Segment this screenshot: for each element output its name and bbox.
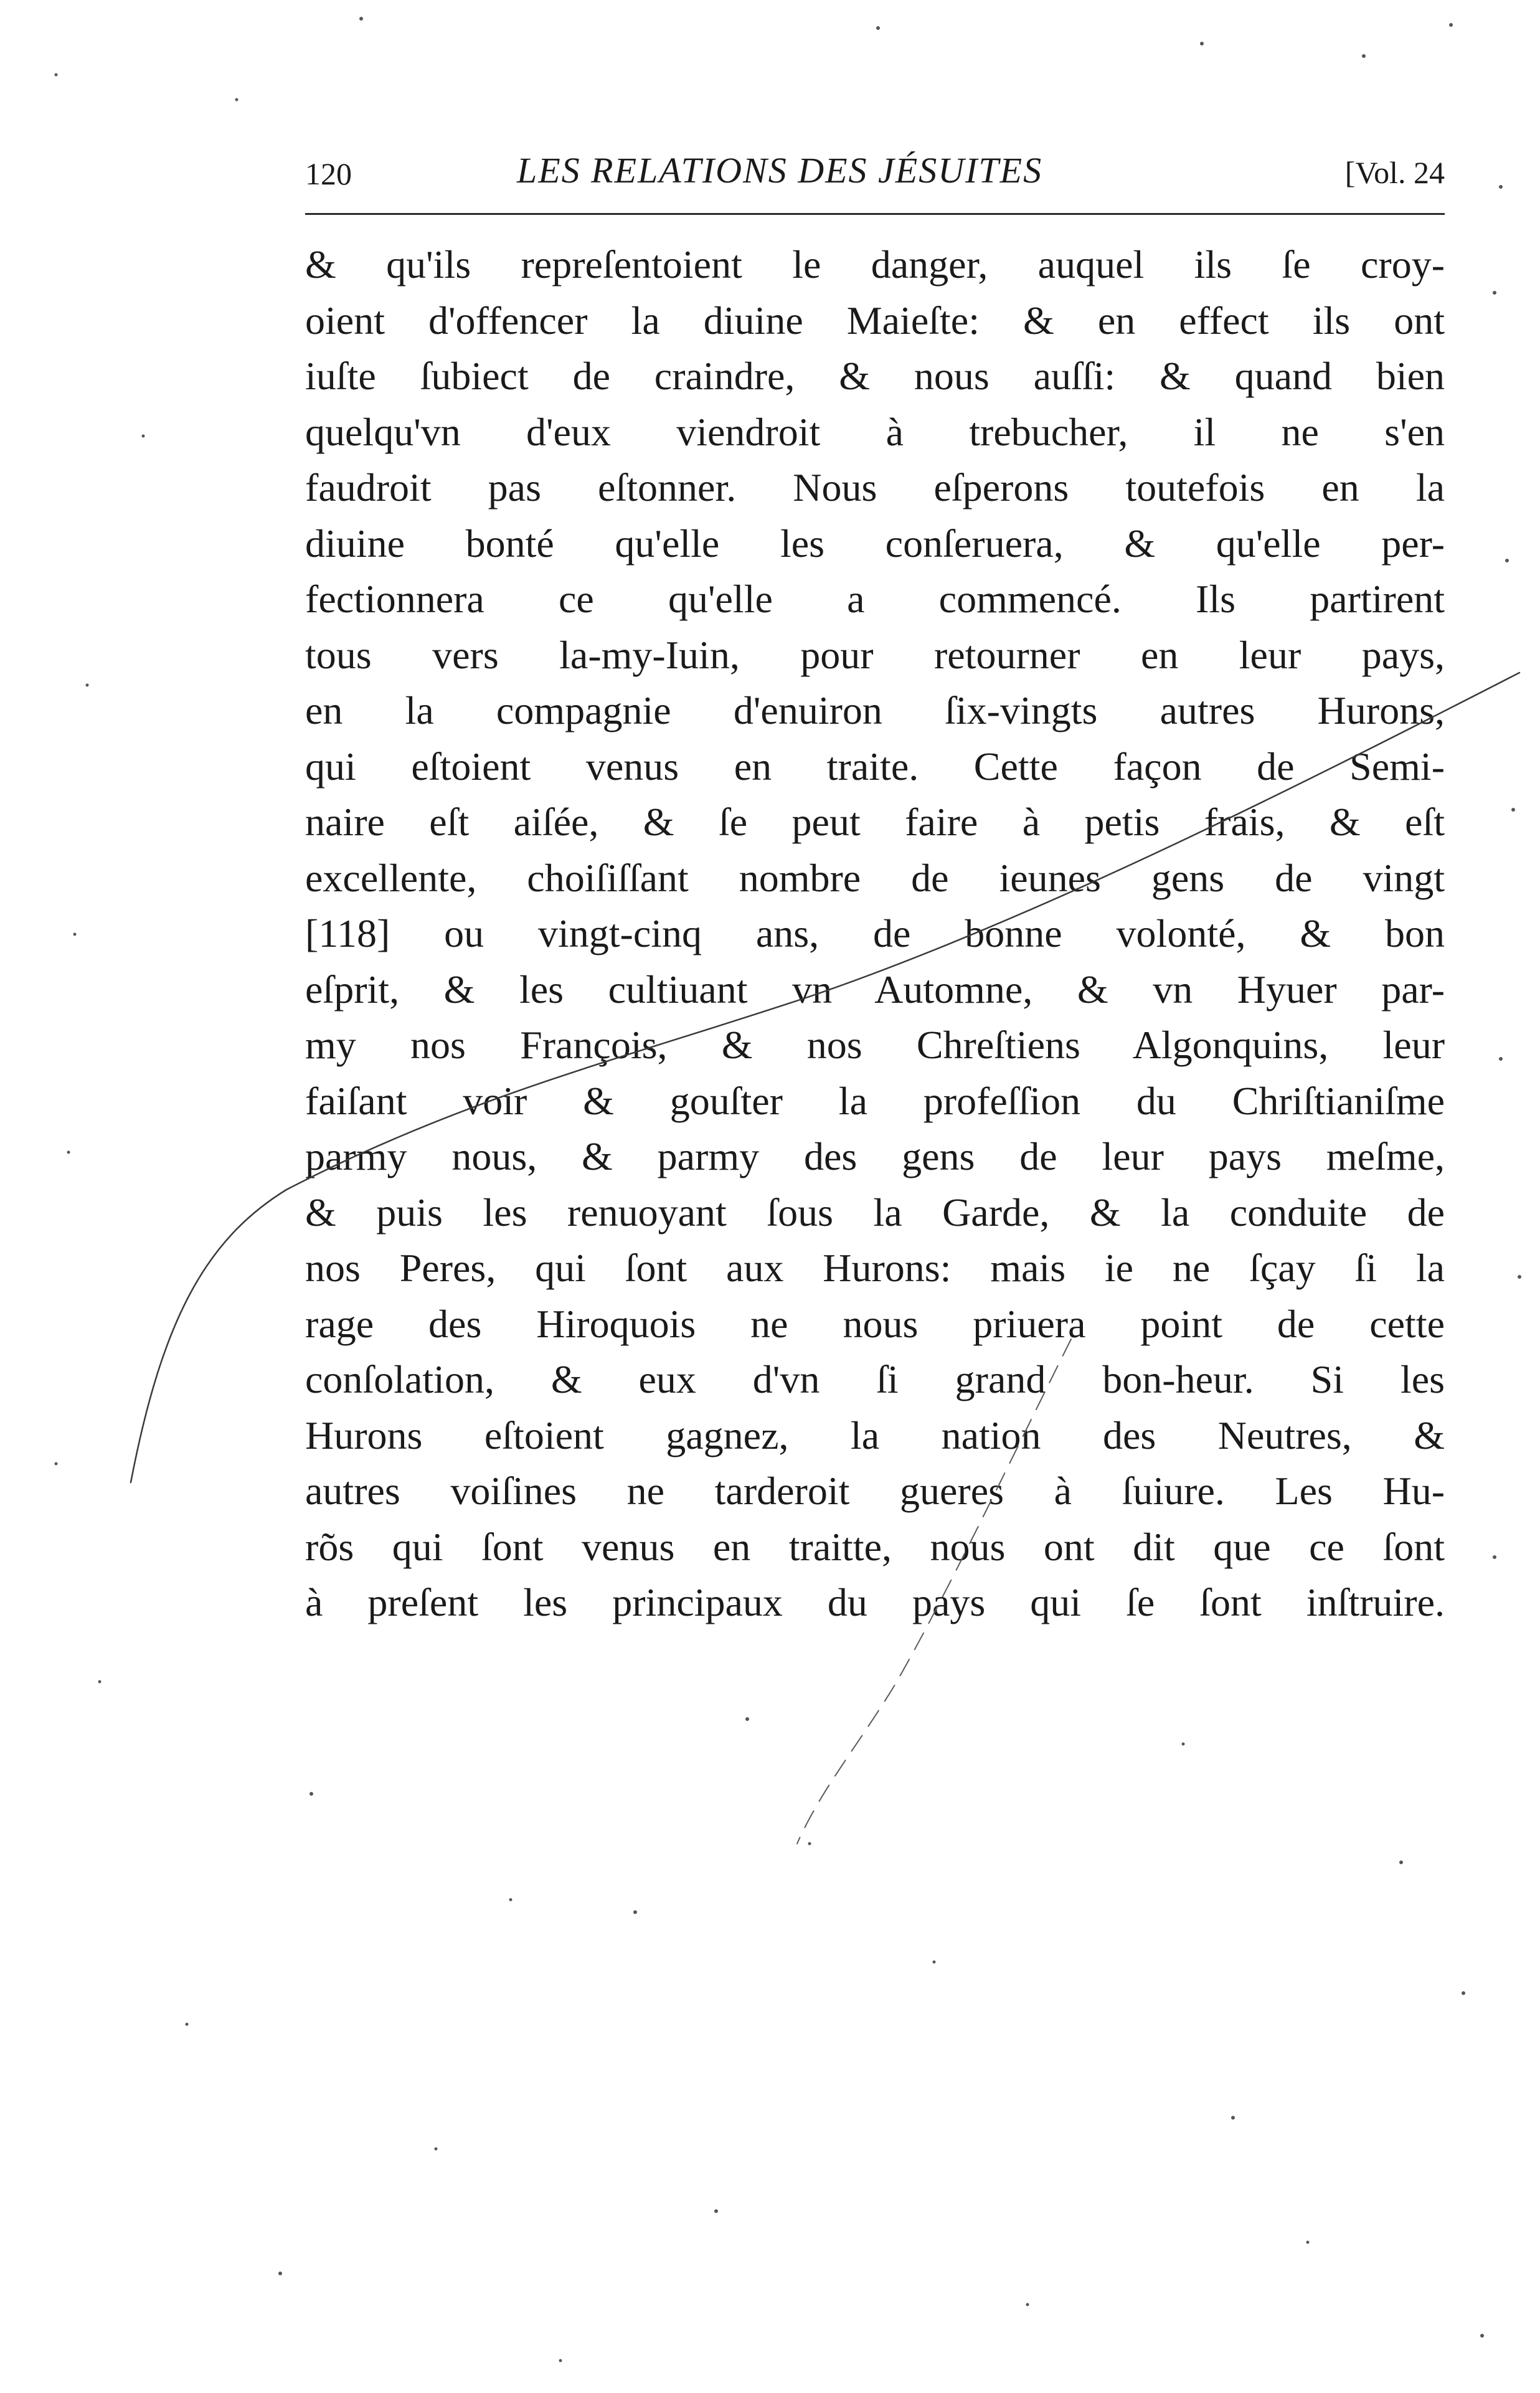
page-number: 120 — [305, 156, 352, 191]
text-line: tous vers la-my-Iuin, pour retourner en leur pays, — [305, 632, 1445, 677]
text-line: rõs qui ſont venus en traitte, nous ont dit que ce ſont — [305, 1524, 1445, 1569]
text-line: faudroit pas eſtonner. Nous eſperons toutefois en la — [305, 465, 1445, 509]
text-line: autres voiſines ne tarderoit gueres à ſuiure. Les Hu- — [305, 1469, 1445, 1513]
text-line: nos Peres, qui ſont aux Hurons: mais ie ne ſçay ſi la — [305, 1246, 1445, 1290]
text-line: quelqu'vn d'eux viendroit à trebucher, il ne s'en — [305, 409, 1445, 454]
text-line: my nos François, & nos Chreſtiens Algonquins, leur — [305, 1023, 1445, 1067]
text-line: excellente, choiſiſſant nombre de ieunes gens de vingt — [305, 855, 1445, 900]
text-line: & puis les renuoyant ſous la Garde, & la conduite de — [305, 1190, 1445, 1234]
text-line: conſolation, & eux d'vn ſi grand bon-heur. Si les — [305, 1357, 1445, 1401]
text-line: à preſent les principaux du pays qui ſe ſont inſtruire. — [305, 1580, 1445, 1624]
header-rule — [305, 213, 1445, 215]
text-line: iuſte ſubiect de craindre, & nous auſſi: & quand bien — [305, 354, 1445, 398]
page-header — [305, 149, 1445, 199]
text-line: & qu'ils repreſentoient le danger, auquel ils ſe croy- — [305, 242, 1445, 287]
text-line: faiſant voir & gouſter la profeſſion du Chriſtianiſme — [305, 1078, 1445, 1123]
text-line: oient d'offencer la diuine Maieſte: & en effect ils ont — [305, 298, 1445, 343]
text-line: fectionnera ce qu'elle a commencé. Ils partirent — [305, 577, 1445, 621]
text-line: qui eſtoient venus en traite. Cette façon de Semi- — [305, 744, 1445, 789]
text-line: parmy nous, & parmy des gens de leur pays meſme, — [305, 1134, 1445, 1178]
text-line: Hurons eſtoient gagnez, la nation des Neutres, & — [305, 1413, 1445, 1457]
text-line: diuine bonté qu'elle les conſeruera, & qu'elle per- — [305, 521, 1445, 566]
text-line: naire eſt aiſée, & ſe peut faire à petis frais, & eſt — [305, 800, 1445, 844]
body-text — [305, 237, 1445, 1631]
running-title: LES RELATIONS DES JÉSUITES — [517, 150, 1043, 191]
text-line: [118] ou vingt-cinq ans, de bonne volonté, & bon — [305, 911, 1445, 955]
text-line: en la compagnie d'enuiron ſix-vingts autres Hurons, — [305, 688, 1445, 732]
text-line: eſprit, & les cultiuant vn Automne, & vn Hyuer par- — [305, 967, 1445, 1012]
volume-label: [Vol. 24 — [1344, 155, 1445, 190]
text-line: rage des Hiroquois ne nous priuera point de cette — [305, 1301, 1445, 1346]
